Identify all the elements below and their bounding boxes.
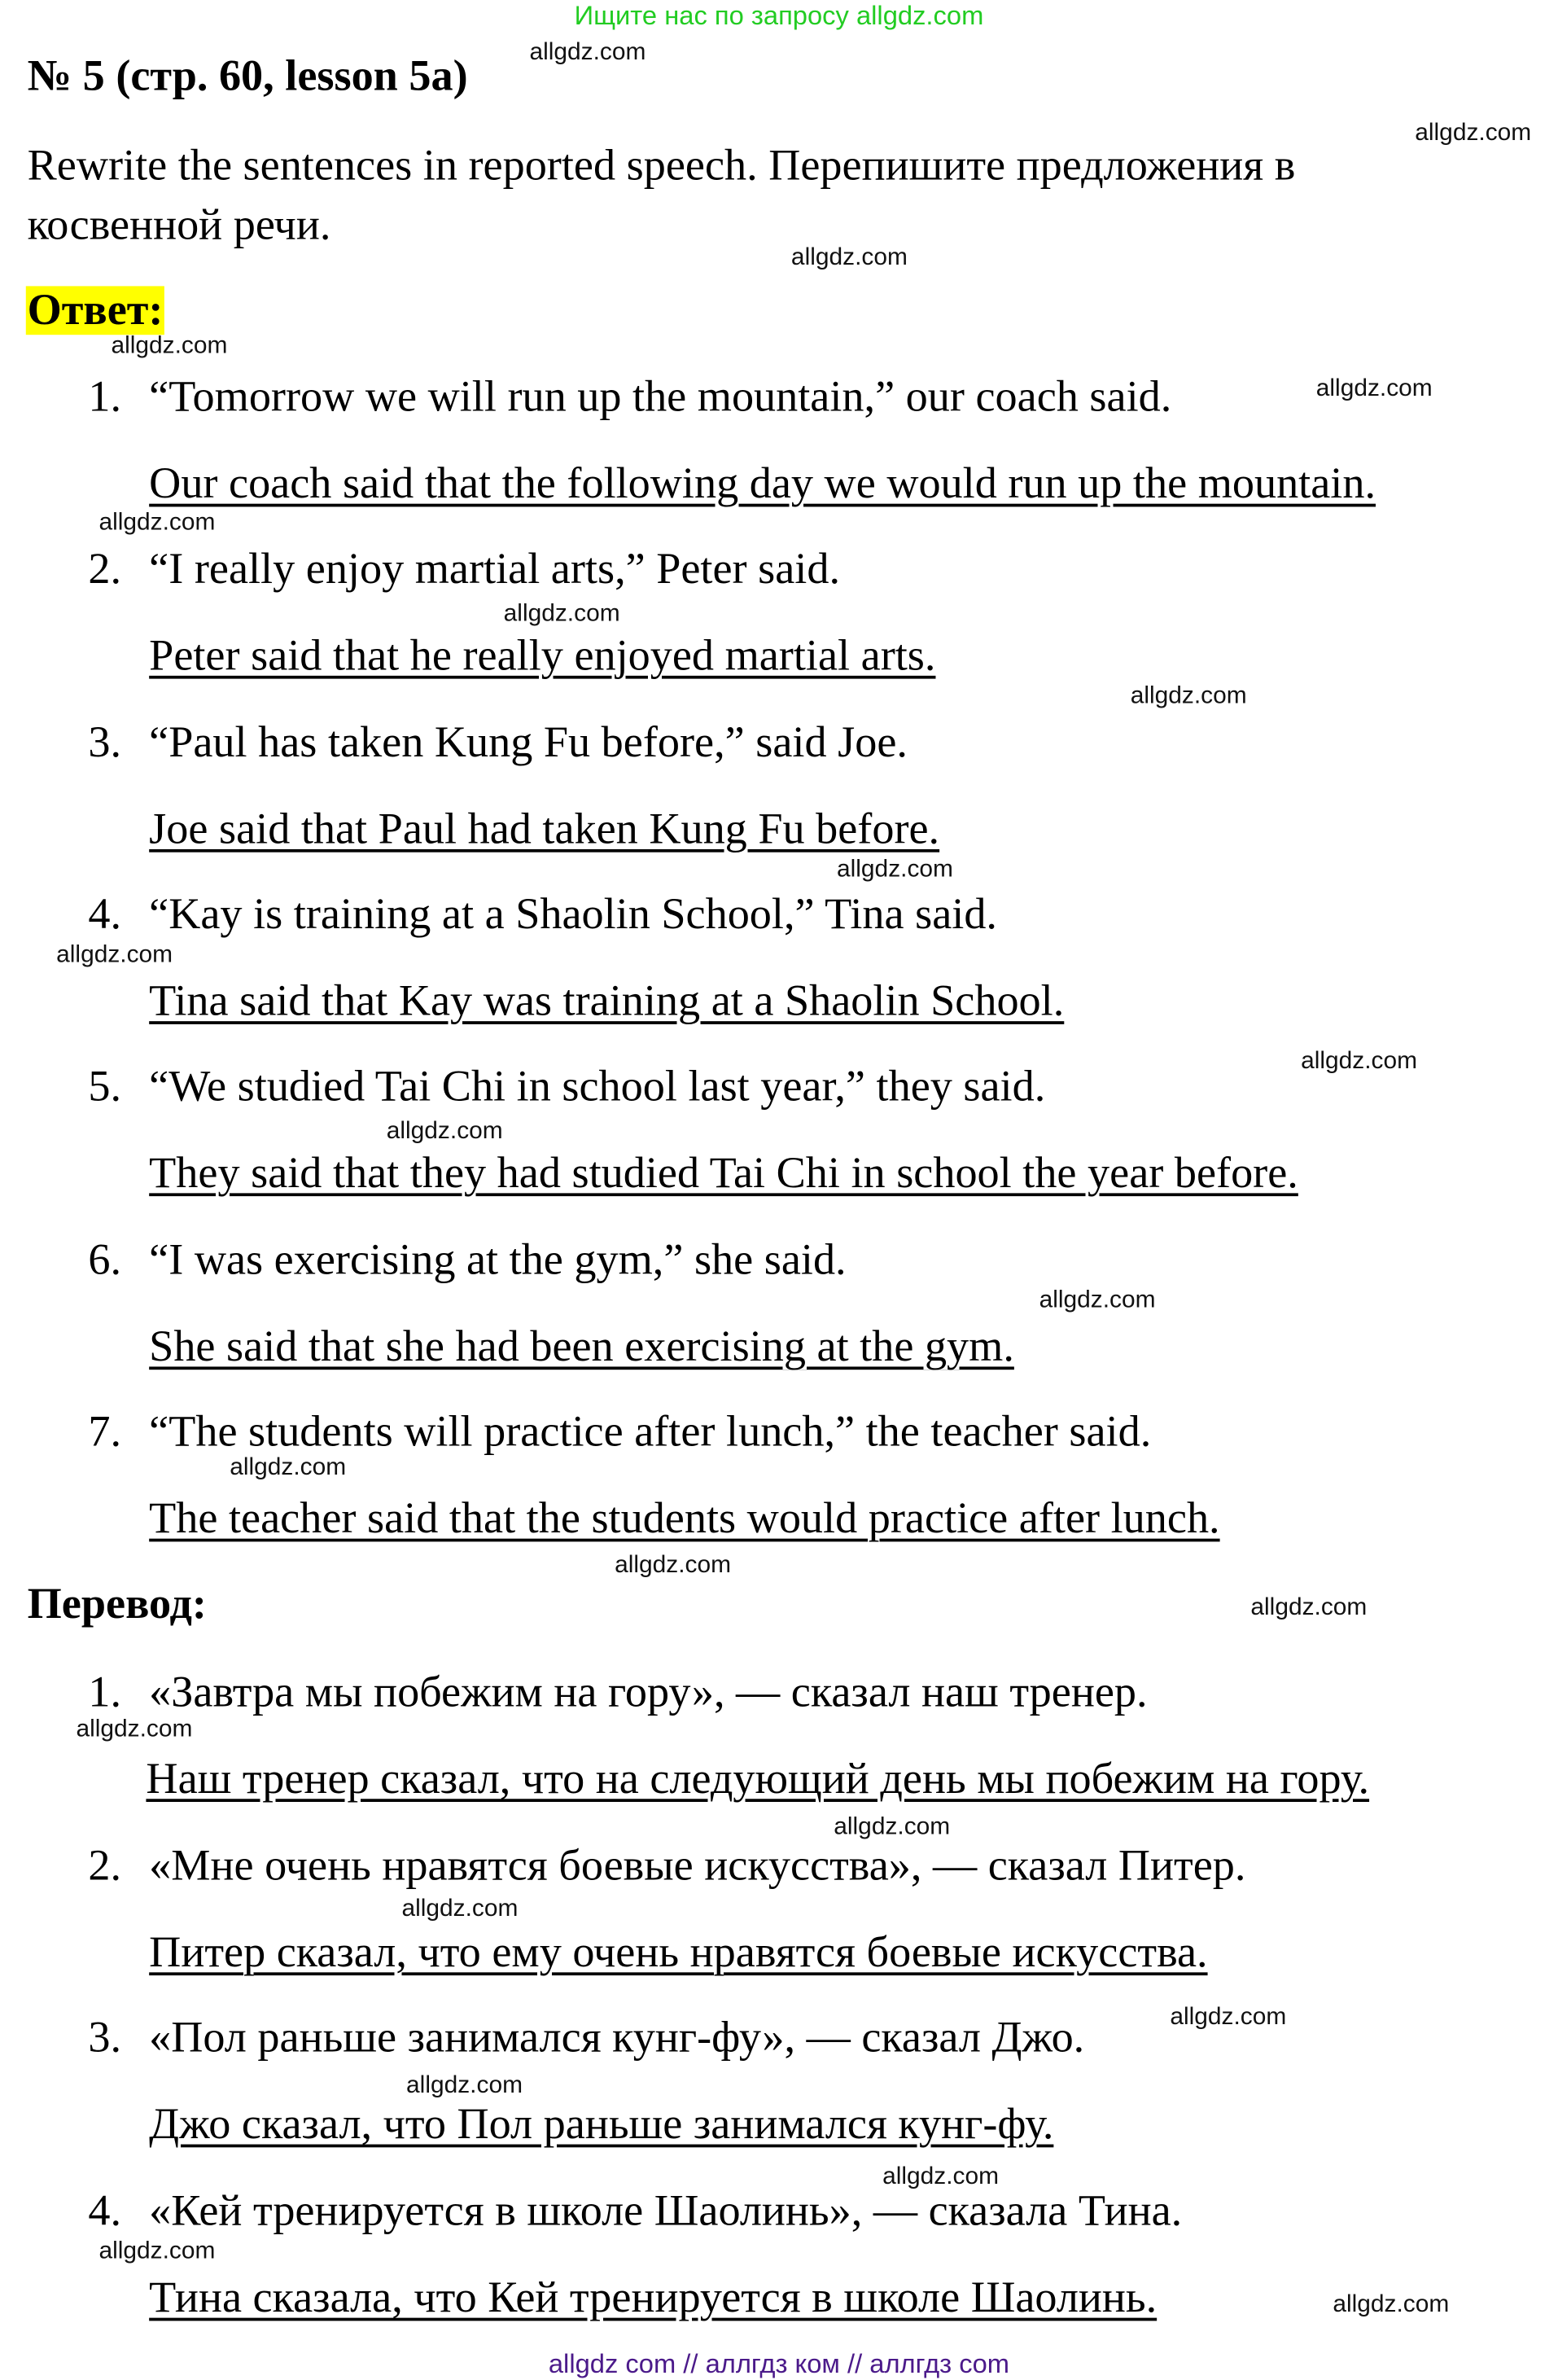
watermark: allgdz.com (1170, 2004, 1287, 2031)
direct-speech-sentence: “I really enjoy martial arts,” Peter said. (149, 545, 841, 594)
item-number: 4. (88, 2187, 122, 2236)
item-number: 6. (88, 1234, 122, 1284)
watermark: allgdz.com (386, 1118, 503, 1145)
translated-answer: Наш тренер сказал, что на следующий день мы побежим на гору. (146, 1755, 1370, 1804)
watermark: allgdz.com (1333, 2291, 1450, 2318)
reported-speech-answer: The teacher said that the students would practice after lunch. (149, 1494, 1220, 1543)
reported-speech-answer: Peter said that he really enjoyed martial arts. (149, 632, 936, 682)
reported-speech-answer: Joe said that Paul had taken Kung Fu before. (149, 804, 940, 853)
watermark: allgdz.com (98, 510, 216, 536)
item-number: 2. (88, 545, 122, 594)
direct-speech-sentence: “We studied Tai Chi in school last year,” they said. (149, 1062, 1046, 1111)
watermark: allgdz.com (230, 1454, 347, 1481)
watermark: allgdz.com (1301, 1048, 1418, 1075)
watermark: allgdz.com (56, 941, 173, 968)
direct-speech-sentence: “The students will practice after lunch,” the teacher said. (149, 1407, 1152, 1457)
reported-speech-answer: Our coach said that the following day we would run up the mountain. (149, 459, 1376, 509)
item-number: 3. (88, 717, 122, 767)
translated-sentence: «Мне очень нравятся боевые искусства», — сказал Питер. (149, 1841, 1246, 1890)
reported-speech-answer: Tina said that Kay was training at a Shaolin School. (149, 976, 1065, 1026)
translated-answer: Тина сказала, что Кей тренируется в школе Шаолинь. (149, 2273, 1158, 2323)
direct-speech-sentence: “Kay is training at a Shaolin School,” Tina said. (149, 890, 997, 940)
reported-speech-answer: She said that she had been exercising at the gym. (149, 1321, 1014, 1371)
translated-answer: Питер сказал, что ему очень нравятся боевые искусства. (149, 1927, 1208, 1977)
exercise-title: № 5 (стр. 60, lesson 5a) (27, 51, 468, 101)
watermark: allgdz.com (76, 1716, 193, 1743)
item-number: 1. (88, 1668, 122, 1717)
watermark: allgdz.com (1315, 375, 1433, 402)
watermark: allgdz.com (837, 857, 953, 883)
watermark: allgdz.com (1039, 1287, 1156, 1314)
answer-heading-text: Ответ: (27, 286, 164, 335)
translated-sentence: «Кей тренируется в школе Шаолинь», — сказала Тина. (149, 2187, 1183, 2236)
instruction-line-1: Rewrite the sentences in reported speech. Перепишите предложения в (27, 141, 1296, 191)
footer-links: allgdz com // аллгдз ком // аллгдз com (548, 2348, 1010, 2379)
direct-speech-sentence: “I was exercising at the gym,” she said. (149, 1234, 847, 1284)
translated-answer: Джо сказал, что Пол раньше занимался кунг-фу. (149, 2101, 1054, 2150)
item-number: 5. (88, 1062, 122, 1111)
search-banner: Ищите нас по запросу allgdz.com (574, 0, 984, 31)
item-number: 7. (88, 1407, 122, 1457)
watermark: allgdz.com (111, 333, 228, 360)
item-number: 2. (88, 1841, 122, 1890)
direct-speech-sentence: “Paul has taken Kung Fu before,” said Joe. (149, 717, 908, 767)
watermark: allgdz.com (882, 2163, 1000, 2190)
watermark: allgdz.com (834, 1813, 951, 1840)
watermark: allgdz.com (401, 1896, 519, 1922)
direct-speech-sentence: “Tomorrow we will run up the mountain,” our coach said. (149, 372, 1172, 422)
instruction-line-2: косвенной речи. (27, 200, 331, 250)
watermark: allgdz.com (406, 2072, 523, 2099)
watermark: allgdz.com (98, 2238, 216, 2265)
watermark: allgdz.com (1250, 1594, 1368, 1621)
item-number: 3. (88, 2014, 122, 2063)
watermark: allgdz.com (1415, 120, 1532, 147)
item-number: 4. (88, 890, 122, 940)
translated-sentence: «Завтра мы побежим на гору», — сказал наш тренер. (149, 1668, 1148, 1717)
translated-sentence: «Пол раньше занимался кунг-фу», — сказал Джо. (149, 2014, 1085, 2063)
watermark: allgdz.com (529, 39, 646, 66)
watermark: allgdz.com (1130, 683, 1247, 710)
reported-speech-answer: They said that they had studied Tai Chi in school the year before. (149, 1149, 1298, 1199)
watermark: allgdz.com (615, 1552, 732, 1579)
translation-heading: Перевод: (27, 1580, 207, 1628)
watermark: allgdz.com (790, 244, 908, 271)
item-number: 1. (88, 372, 122, 422)
watermark: allgdz.com (503, 601, 620, 628)
